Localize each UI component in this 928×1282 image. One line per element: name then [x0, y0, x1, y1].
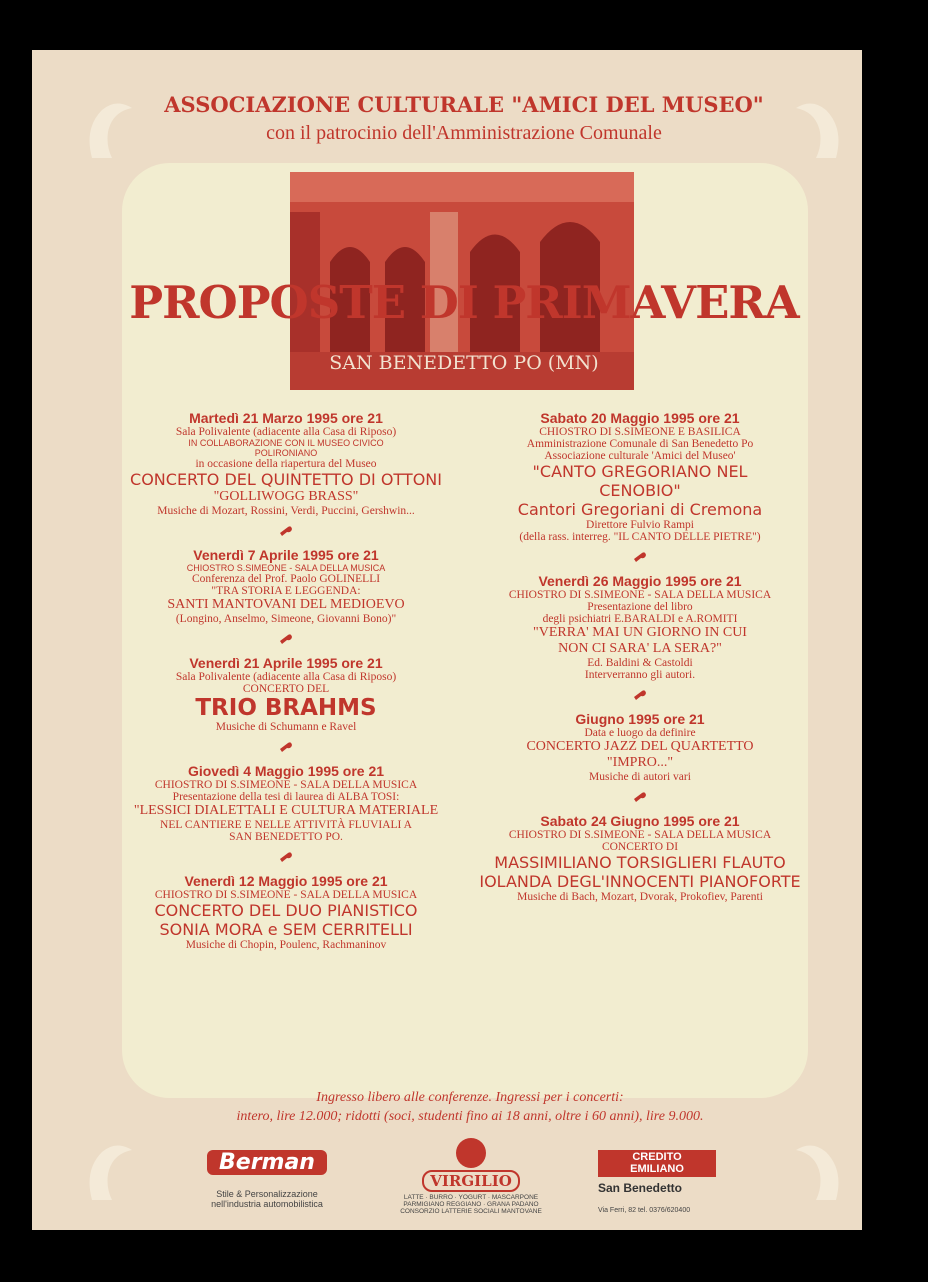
event-date: Venerdì 7 Aprile 1995 ore 21	[193, 547, 379, 563]
event-line: Musiche di autori vari	[589, 771, 691, 783]
admission-info	[160, 1089, 780, 1127]
event-line: "LESSICI DIALETTALI E CULTURA MATERIALE	[133, 803, 439, 818]
event-line: CHIOSTRO DI S.SIMEONE E BASILICA	[539, 426, 741, 438]
event-line: "IMPRO..."	[606, 755, 674, 770]
event-block	[472, 573, 808, 681]
event-line: "CANTO GREGORIANO NEL	[532, 462, 748, 481]
poster-title: PROPOSTE DI PRIMAVERA	[129, 276, 799, 329]
event-line: NEL CANTIERE E NELLE ATTIVITÀ FLUVIALI A	[160, 819, 412, 831]
event-date: Martedì 21 Marzo 1995 ore 21	[189, 410, 383, 426]
event-line: TRIO BRAHMS	[195, 695, 377, 721]
virgilio-emblem-icon	[456, 1138, 486, 1168]
event-line: SANTI MANTOVANI DEL MEDIOEVO	[167, 597, 405, 612]
event-line: Direttore Fulvio Rampi	[586, 519, 694, 531]
event-date: Giugno 1995 ore 21	[575, 711, 705, 727]
event-line: degli psichiatri E.BARALDI e A.ROMITI	[542, 613, 738, 625]
horn-separator-icon	[472, 789, 808, 807]
event-line: Amministrazione Comunale di San Benedetto Po	[526, 438, 754, 450]
credito-branch: San Benedetto	[598, 1181, 683, 1196]
credito-name-1: CREDITO	[632, 1151, 682, 1163]
event-line: "VERRA' MAI UN GIORNO IN CUI	[533, 625, 747, 640]
admission-line-2: intero, lire 12.000; ridotti (soci, studenti fino ai 18 anni, oltre i 60 anni), lire 9.000.	[236, 1108, 704, 1124]
credito-name-2: EMILIANO	[630, 1162, 684, 1175]
event-line: Interverranno gli autori.	[584, 669, 696, 681]
shell-ornament-icon	[82, 1140, 140, 1204]
event-line: POLIRONIANO	[254, 448, 318, 458]
event-block	[122, 655, 450, 733]
event-line: CONCERTO DI	[601, 841, 679, 853]
event-line: CONCERTO DEL	[242, 683, 330, 695]
event-line: (della rass. interreg. "IL CANTO DELLE PIETRE")	[519, 531, 761, 543]
berman-tagline-1: Stile & Personalizzazione	[216, 1189, 318, 1199]
virgilio-tagline-2: PARMIGIANO REGGIANO · GRANA PADANO	[403, 1201, 539, 1208]
event-line: Sala Polivalente (adiacente alla Casa di Riposo)	[175, 426, 397, 438]
event-line: CONCERTO DEL DUO PIANISTICO	[154, 901, 418, 920]
horn-separator-icon	[122, 739, 450, 757]
event-block	[472, 813, 808, 903]
event-line: CENOBIO"	[599, 481, 681, 500]
event-line: IOLANDA DEGL'INNOCENTI PIANOFORTE	[479, 872, 801, 891]
event-line: "GOLLIWOGG BRASS"	[213, 489, 359, 504]
virgilio-logo	[396, 1138, 546, 1215]
event-date: Sabato 20 Maggio 1995 ore 21	[540, 410, 740, 426]
horn-separator-icon	[122, 631, 450, 649]
association-title: ASSOCIAZIONE CULTURALE "AMICI DEL MUSEO"	[164, 92, 764, 117]
berman-tagline-2: nell'industria automobilistica	[211, 1199, 323, 1209]
event-block	[122, 547, 450, 625]
event-line: CHIOSTRO DI S.SIMEONE - SALA DELLA MUSICA	[154, 889, 418, 901]
event-line: CONCERTO DEL QUINTETTO DI OTTONI	[130, 470, 442, 489]
event-block	[122, 410, 450, 517]
admission-line-1: Ingresso libero alle conferenze. Ingressi per i concerti:	[316, 1090, 624, 1105]
event-line: CHIOSTRO S.SIMEONE - SALA DELLA MUSICA	[186, 563, 386, 573]
event-date: Venerdì 12 Maggio 1995 ore 21	[184, 873, 388, 889]
event-line: in occasione della riapertura del Museo	[195, 458, 377, 470]
horn-separator-icon	[472, 687, 808, 705]
event-line: SONIA MORA e SEM CERRITELLI	[159, 920, 413, 939]
left-event-column	[122, 410, 450, 951]
event-line: Associazione culturale 'Amici del Museo'	[544, 450, 736, 462]
event-line: Presentazione del libro	[587, 601, 693, 613]
event-block	[472, 711, 808, 783]
patronage-line: con il patrocinio dell'Amministrazione Comunale	[266, 122, 662, 144]
right-event-column	[472, 410, 808, 903]
event-line: Musiche di Bach, Mozart, Dvorak, Prokofiev, Parenti	[517, 891, 763, 903]
shell-ornament-icon	[788, 1140, 846, 1204]
event-line: CONCERTO JAZZ DEL QUARTETTO	[526, 739, 754, 754]
event-line: SAN BENEDETTO PO.	[229, 831, 343, 843]
berman-name: Berman	[207, 1150, 327, 1175]
event-line: MASSIMILIANO TORSIGLIERI FLAUTO	[494, 853, 786, 872]
event-line: (Longino, Anselmo, Simeone, Giovanni Bono)"	[175, 613, 397, 625]
credito-address: Via Ferri, 82 tel. 0376/620400	[598, 1207, 691, 1215]
event-line: Cantori Gregoriani di Cremona	[517, 500, 763, 519]
event-line: "TRA STORIA E LEGGENDA:	[211, 585, 361, 597]
berman-logo	[182, 1150, 352, 1209]
event-line: Conferenza del Prof. Paolo GOLINELLI	[191, 573, 381, 585]
credito-emiliano-logo	[598, 1150, 728, 1214]
event-line: CHIOSTRO DI S.SIMEONE - SALA DELLA MUSICA	[154, 779, 418, 791]
horn-separator-icon	[122, 849, 450, 867]
poster-subtitle: SAN BENEDETTO PO (MN)	[329, 352, 599, 374]
event-line: Ed. Baldini & Castoldi	[587, 657, 693, 669]
event-line: CHIOSTRO DI S.SIMEONE - SALA DELLA MUSICA	[508, 829, 772, 841]
virgilio-tagline-1: LATTE · BURRO · YOGURT · MASCARPONE	[403, 1194, 539, 1201]
event-line: Presentazione della tesi di laurea di ALBA TOSI:	[172, 791, 400, 803]
event-line: IN COLLABORAZIONE CON IL MUSEO CIVICO	[188, 438, 384, 448]
event-date: Sabato 24 Giugno 1995 ore 21	[540, 813, 740, 829]
event-line: NON CI SARA' LA SERA?"	[558, 641, 722, 656]
event-line: Musiche di Schumann e Ravel	[215, 721, 357, 733]
virgilio-name: VIRGILIO	[422, 1170, 520, 1192]
horn-separator-icon	[472, 549, 808, 567]
event-block	[122, 873, 450, 951]
event-line: Sala Polivalente (adiacente alla Casa di Riposo)	[175, 671, 397, 683]
event-line: Musiche di Mozart, Rossini, Verdi, Puccini, Gershwin...	[157, 505, 415, 517]
horn-separator-icon	[122, 523, 450, 541]
event-line: Musiche di Chopin, Poulenc, Rachmaninov	[185, 939, 387, 951]
event-date: Venerdì 21 Aprile 1995 ore 21	[189, 655, 383, 671]
event-line: Data e luogo da definire	[584, 727, 696, 739]
event-block	[122, 763, 450, 843]
event-line: CHIOSTRO DI S.SIMEONE - SALA DELLA MUSICA	[508, 589, 772, 601]
virgilio-tagline-3: CONSORZIO LATTERIE SOCIALI MANTOVANE	[400, 1208, 542, 1215]
event-date: Giovedì 4 Maggio 1995 ore 21	[187, 763, 385, 779]
event-date: Venerdì 26 Maggio 1995 ore 21	[538, 573, 742, 589]
event-block	[472, 410, 808, 543]
